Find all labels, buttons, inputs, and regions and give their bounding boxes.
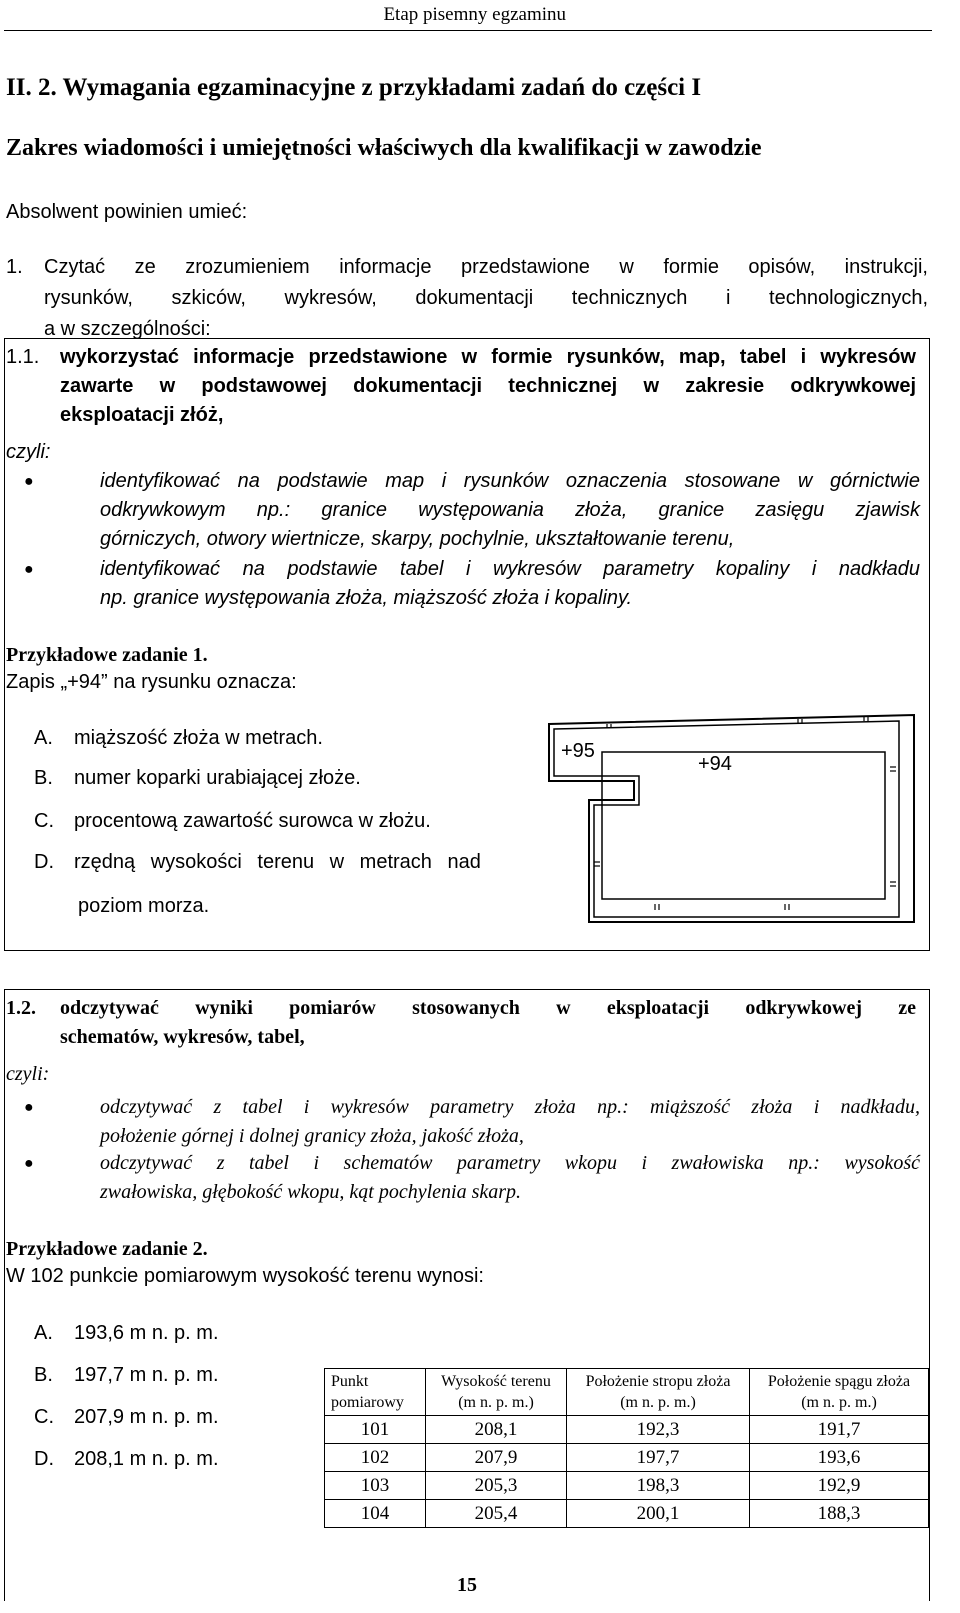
table-header-cell — [567, 1369, 750, 1416]
header-line: Położenie stropu złoża — [585, 1373, 731, 1390]
subrequirement-1-2 — [6, 994, 916, 1052]
subrequirement-line: schematów, wykresów, tabel, — [60, 1026, 305, 1048]
table-row — [325, 1416, 929, 1444]
czyli-label: czyli: — [6, 441, 51, 463]
answer-letter: D. — [34, 851, 54, 873]
map-figure — [544, 712, 924, 932]
table-cell: 188,3 — [750, 1500, 929, 1528]
header-line: (m n. p. m.) — [458, 1394, 534, 1411]
answer-option — [34, 851, 524, 874]
header-rule — [4, 30, 932, 31]
answer-option — [34, 727, 323, 750]
answer-text: 207,9 m n. p. m. — [74, 1406, 219, 1428]
bullet-item — [24, 1093, 920, 1151]
table-cell: 104 — [325, 1500, 426, 1528]
answer-text: 197,7 m n. p. m. — [74, 1364, 219, 1386]
answer-text: procentową zawartość surowca w złożu. — [74, 810, 431, 832]
requirement-number: 1. — [6, 256, 23, 278]
subrequirement-line: zawarte w podstawowej dokumentacji technicznej w zakresie odkrywkowej — [60, 375, 916, 397]
header-line: (m n. p. m.) — [801, 1394, 877, 1411]
answer-option — [34, 1406, 219, 1429]
bullet-line: górniczych, otwory wiertnicze, skarpy, pochylnie, ukształtowanie terenu, — [100, 528, 735, 550]
table-cell: 207,9 — [426, 1444, 567, 1472]
bullet-line: identyfikować na podstawie map i rysunków oznaczenia stosowane w górnictwie — [100, 470, 920, 492]
answer-option — [34, 810, 431, 833]
page-number: 15 — [457, 1574, 477, 1596]
example-title: Przykładowe zadanie 2. — [6, 1238, 208, 1260]
bullet-line: odczytywać z tabel i schematów parametry wkopu i zwałowiska np.: wysokość — [100, 1152, 920, 1174]
bullet-line: położenie górnej i dolnej granicy złoża, jakość złoża, — [100, 1125, 524, 1147]
requirement-line: a w szczególności: — [44, 318, 211, 340]
answer-letter: D. — [34, 1448, 54, 1470]
answer-letter: A. — [34, 1322, 53, 1344]
answer-option — [34, 1448, 219, 1471]
example-question: Zapis „+94” na rysunku oznacza: — [6, 671, 297, 693]
bullet-item — [24, 555, 920, 613]
header-line: Położenie spągu złoża — [767, 1373, 911, 1390]
table-cell: 102 — [325, 1444, 426, 1472]
header-line: Wysokość terenu — [441, 1373, 551, 1390]
answer-text: 208,1 m n. p. m. — [74, 1448, 219, 1470]
middle-boundary — [554, 721, 899, 917]
bullet-icon: ● — [24, 561, 34, 578]
subrequirement-line: wykorzystać informacje przedstawione w formie rysunków, map, tabel i wykresów — [60, 346, 916, 368]
answer-option — [34, 1364, 219, 1387]
table-header-row — [325, 1369, 929, 1416]
answer-letter: A. — [34, 727, 53, 749]
table-header-cell — [750, 1369, 929, 1416]
answer-text: rzędną wysokości terenu w metrach nad — [74, 851, 481, 873]
section-title: II. 2. Wymagania egzaminacyjne z przykładami zadań do części I — [6, 74, 702, 101]
bullet-line: np. granice występowania złoża, miąższość złoża i kopaliny. — [100, 587, 633, 609]
table-cell: 205,3 — [426, 1472, 567, 1500]
table-cell: 200,1 — [567, 1500, 750, 1528]
requirement-line: Czytać ze zrozumieniem informacje przedstawione w formie opisów, instrukcji, — [44, 256, 928, 278]
table-row — [325, 1444, 929, 1472]
requirement-line: rysunków, szkiców, wykresów, dokumentacji technicznych i technologicznych, — [44, 287, 928, 309]
answer-letter: B. — [34, 767, 53, 789]
answer-letter: B. — [34, 1364, 53, 1386]
elevation-label: +94 — [698, 753, 732, 775]
header-line: Punkt — [331, 1373, 369, 1390]
czyli-label: czyli: — [6, 1063, 50, 1085]
bullet-icon: ● — [24, 1155, 34, 1172]
requirement-1 — [6, 252, 928, 345]
bullet-icon: ● — [24, 473, 34, 490]
bullet-item — [24, 467, 920, 554]
running-header: Etap pisemny egzaminu — [383, 4, 566, 25]
table-cell: 192,3 — [567, 1416, 750, 1444]
measurement-table — [324, 1368, 929, 1528]
answer-option — [34, 767, 361, 790]
inner-boundary — [602, 752, 885, 899]
answer-text: numer koparki urabiającej złoże. — [74, 767, 361, 789]
subrequirement-1-1 — [6, 343, 916, 430]
example-title: Przykładowe zadanie 1. — [6, 644, 208, 666]
answer-continuation: poziom morza. — [78, 895, 210, 917]
table-cell: 192,9 — [750, 1472, 929, 1500]
table-cell: 193,6 — [750, 1444, 929, 1472]
section-subtitle: Zakres wiadomości i umiejętności właściwych dla kwalifikacji w zawodzie — [6, 135, 762, 161]
header-line: (m n. p. m.) — [620, 1394, 696, 1411]
header-line: pomiarowy — [331, 1394, 404, 1411]
subrequirement-line: eksploatacji złóż, — [60, 404, 224, 426]
table-cell: 208,1 — [426, 1416, 567, 1444]
bullet-line: identyfikować na podstawie tabel i wykresów parametry kopaliny i nadkładu — [100, 558, 920, 580]
answer-text: 193,6 m n. p. m. — [74, 1322, 219, 1344]
table-cell: 191,7 — [750, 1416, 929, 1444]
subrequirement-line: odczytywać wyniki pomiarów stosowanych w eksploatacji odkrywkowej ze — [60, 997, 916, 1019]
outer-boundary — [549, 715, 914, 922]
table-cell: 101 — [325, 1416, 426, 1444]
table-cell: 197,7 — [567, 1444, 750, 1472]
intro-text: Absolwent powinien umieć: — [6, 201, 248, 223]
bullet-line: odczytywać z tabel i wykresów parametry złoża np.: miąższość złoża i nadkładu, — [100, 1096, 920, 1118]
elevation-label: +95 — [558, 740, 598, 763]
answer-option — [34, 1322, 219, 1345]
bullet-icon: ● — [24, 1099, 34, 1116]
bullet-line: odkrywkowym np.: granice występowania złoża, granice zasięgu zjawisk — [100, 499, 920, 521]
example-question: W 102 punkcie pomiarowym wysokość terenu wynosi: — [6, 1265, 484, 1287]
table-cell: 198,3 — [567, 1472, 750, 1500]
edge-ticks — [594, 717, 896, 910]
table-cell: 103 — [325, 1472, 426, 1500]
answer-letter: C. — [34, 1406, 54, 1428]
table-header-cell — [325, 1369, 426, 1416]
table-row — [325, 1472, 929, 1500]
table-cell: 205,4 — [426, 1500, 567, 1528]
table-row — [325, 1500, 929, 1528]
bullet-item — [24, 1149, 920, 1207]
subrequirement-number: 1.2. — [6, 997, 36, 1019]
answer-text: miąższość złoża w metrach. — [74, 727, 323, 749]
bullet-line: zwałowiska, głębokość wkopu, kąt pochylenia skarp. — [100, 1181, 522, 1203]
answer-letter: C. — [34, 810, 54, 832]
table-header-cell — [426, 1369, 567, 1416]
subrequirement-number: 1.1. — [6, 346, 40, 368]
